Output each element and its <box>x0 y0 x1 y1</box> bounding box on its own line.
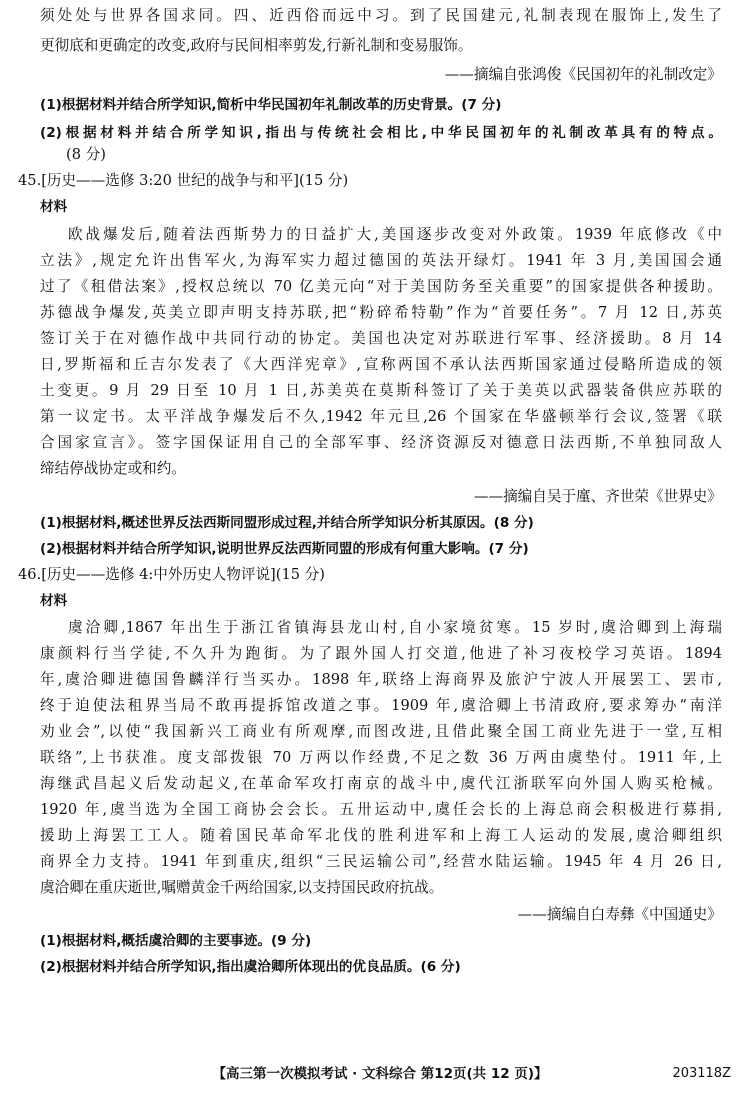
question-line: (1)根据材料,概述世界反法西斯同盟形成过程,并结合所学知识分析其原因。(8 分) <box>40 515 534 531</box>
text-line: 海继武昌起义后发动起义,在革命军攻打南京的战斗中,虞代江浙联军向外国人购买枪械。 <box>40 775 722 792</box>
text-line: (8 分) <box>66 146 106 163</box>
source-citation: ——摘编自张鸿俊《民国初年的礼制改定》 <box>444 66 722 83</box>
text-line: 苏德战争爆发,英美立即声明支持苏联,把“粉碎希特勒”作为“首要任务”。7 月 12 日,苏英 <box>40 304 722 321</box>
text-line: 45.[历史——选修 3:20 世纪的战争与和平](15 分) <box>18 172 349 189</box>
source-citation: ——摘编自吴于廑、齐世荣《世界史》 <box>473 488 722 505</box>
text-line: 更彻底和更确定的改变,政府与民间相率剪发,行新礼制和变易服饰。 <box>40 37 473 54</box>
question-line: 材料 <box>40 199 68 215</box>
text-line: 土变更。9 月 29 日至 10 月 1 日,苏美英在莫斯科签订了关于美英以武器装备供应苏联的 <box>40 382 722 399</box>
text-line: 联络”,上书获准。度支部拨银 70 万两以作经费,不足之数 36 万两由虞垫付。1911 年,上 <box>40 749 722 766</box>
source-citation: ——摘编自白寿彝《中国通史》 <box>517 906 722 923</box>
text-line: 第一议定书。太平洋战争爆发后不久,1942 年元旦,26 个国家在华盛顿举行会议,签署《联 <box>40 408 722 425</box>
text-line: 虞洽卿在重庆逝世,嘱赠黄金千两给国家,以支持国民政府抗战。 <box>40 879 444 896</box>
text-line: 终于迫使法租界当局不敢再提拆馆改道之事。1909 年,虞洽卿上书清政府,要求筹办“南洋 <box>40 697 722 714</box>
text-line: 立法》,规定允许出售军火,为海军实力超过德国的英法开绿灯。1941 年 3 月,美国国会通 <box>40 252 722 269</box>
text-line: 年,虞洽卿进德国鲁麟洋行当买办。1898 年,联络上海商界及旅沪宁波人开展罢工、罢市, <box>40 671 722 688</box>
page-footer <box>0 1064 741 1084</box>
text-line: 虞洽卿,1867 年出生于浙江省镇海县龙山村,自小家境贫寒。15 岁时,虞洽卿到上海瑞 <box>68 619 722 636</box>
text-line: 过了《租借法案》,授权总统以 70 亿美元向“对于美国防务至关重要”的国家提供各种援助。 <box>40 278 722 295</box>
text-line: 1920 年,虞当选为全国工商协会会长。五卅运动中,虞任会长的上海总商会积极进行募捐, <box>40 801 722 818</box>
text-line: 46.[历史——选修 4:中外历史人物评说](15 分) <box>18 566 325 583</box>
question-line: (2)根据材料并结合所学知识,指出虞洽卿所体现出的优良品质。(6 分) <box>40 959 461 975</box>
question-line: (2)根据材料并结合所学知识,说明世界反法西斯同盟的形成有何重大影响。(7 分) <box>40 541 529 557</box>
text-line: 合国家宣言》。签字国保证用自己的全部军事、经济资源反对德意日法西斯,不单独同敌人 <box>40 434 722 451</box>
text-line: 须处处与世界各国求同。四、近西俗而远中习。到了民国建元,礼制表现在服饰上,发生了 <box>40 7 722 24</box>
question-line: (2)根据材料并结合所学知识,指出与传统社会相比,中华民国初年的礼制改革具有的特点。 <box>40 125 722 141</box>
text-line: 劝业会”,以使“我国新兴工商业有所观摩,而图改进,且借此聚全国工商业先进于一堂,互相 <box>40 723 722 740</box>
text-line: 商界全力支持。1941 年到重庆,组织“三民运输公司”,经营水陆运输。1945 年 4 月 26 日, <box>40 853 722 870</box>
footer-exam-info: 【高三第一次模拟考试 · 文科综合 第12页(共 12 页)】 <box>212 1066 548 1082</box>
text-line: 签订关于在对德作战中共同行动的协定。美国也决定对苏联进行军事、经济援助。8 月 14 <box>40 330 722 347</box>
text-line: 缔结停战协定或和约。 <box>40 460 186 477</box>
text-line: 欧战爆发后,随着法西斯势力的日益扩大,美国逐步改变对外政策。1939 年底修改《中 <box>68 226 722 243</box>
question-line: (1)根据材料并结合所学知识,简析中华民国初年礼制改革的历史背景。(7 分) <box>40 97 502 113</box>
footer-paper-code: 203118Z <box>672 1066 731 1081</box>
question-line: 材料 <box>40 593 68 609</box>
text-line: 援助上海罢工工人。随着国民革命军北伐的胜利进军和上海工人运动的发展,虞洽卿组织 <box>40 827 722 844</box>
question-line: (1)根据材料,概括虞洽卿的主要事迹。(9 分) <box>40 933 312 949</box>
text-line: 日,罗斯福和丘吉尔发表了《大西洋宪章》,宣称两国不承认法西斯国家通过侵略所造成的领 <box>40 356 722 373</box>
text-line: 康颜料行当学徒,不久升为跑街。为了跟外国人打交道,他进了补习夜校学习英语。1894 <box>40 645 722 662</box>
